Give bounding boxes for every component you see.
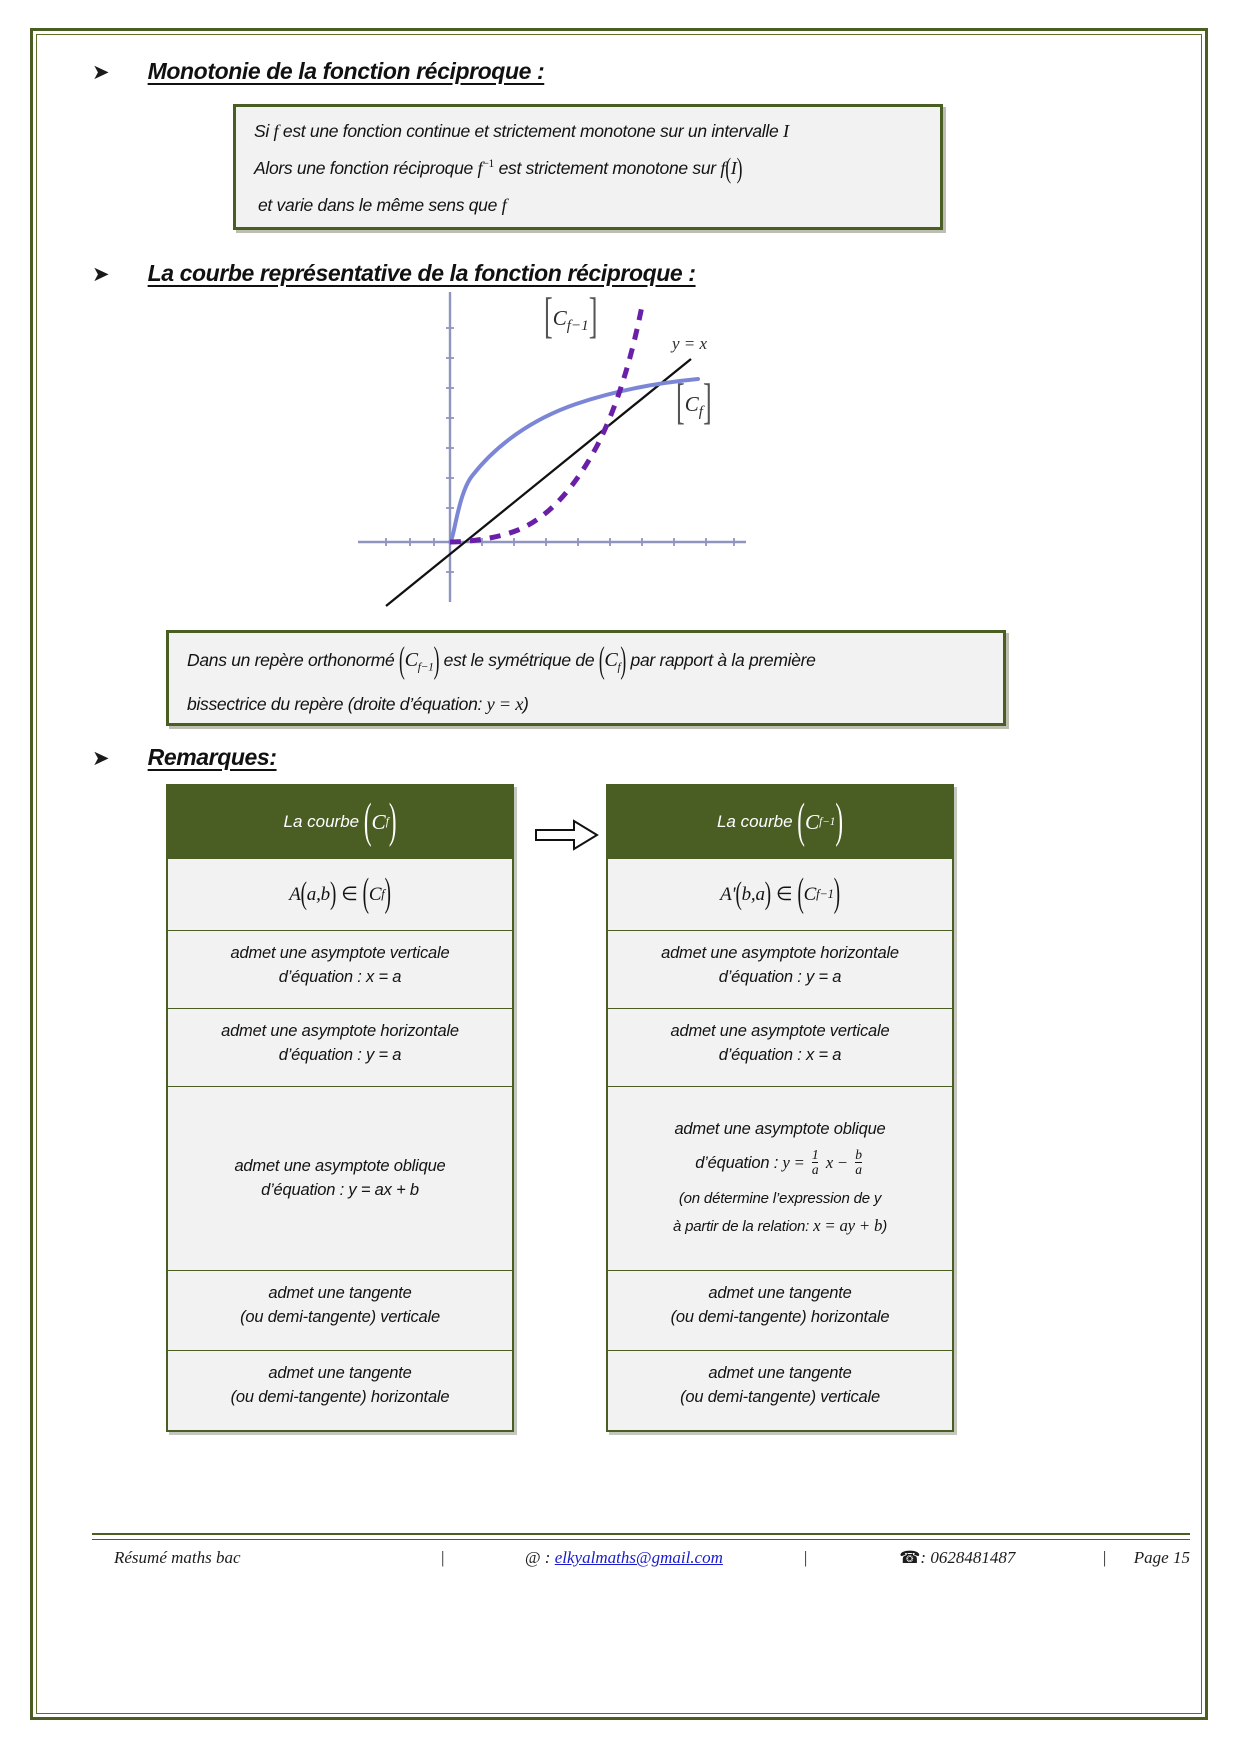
cell-C-sub: f bbox=[381, 887, 385, 902]
label-c-f-sub: f bbox=[698, 404, 703, 421]
repere-C1-sub: f−1 bbox=[417, 661, 434, 674]
cell-A: A' bbox=[720, 883, 736, 905]
oblique-x-minus: x − bbox=[825, 1153, 848, 1173]
footer-at-label: @ : bbox=[524, 1548, 551, 1567]
footer-page-number: Page 15 bbox=[1133, 1548, 1190, 1567]
oblique-y: y = bbox=[782, 1153, 805, 1173]
table-header-cf-text: La courbe bbox=[283, 812, 360, 831]
stmt2-f: f bbox=[477, 158, 483, 178]
statement-line-3 bbox=[254, 195, 940, 216]
footer-phone-number: 0628481487 bbox=[930, 1548, 1016, 1567]
cell-line: admet une asymptote horizontale bbox=[221, 1022, 459, 1040]
footer-email-group bbox=[477, 1548, 771, 1568]
cell-line: admet une asymptote verticale bbox=[230, 944, 450, 962]
cell-line: admet une tangente bbox=[708, 1364, 852, 1382]
repere-intro: Dans un repère orthonormé bbox=[187, 650, 395, 670]
repere-C2-sub: f bbox=[617, 661, 621, 674]
fraction-b-over-a bbox=[855, 1148, 862, 1177]
label-c-finv-C: C bbox=[552, 306, 567, 330]
table-header-cfinv: La courbe ( C f−1 ) bbox=[608, 786, 952, 858]
stmt2-alors: Alors une fonction réciproque bbox=[254, 158, 473, 178]
graph-label-c-f: $[C_f]$ bbox=[676, 374, 712, 430]
phone-icon: ☎ bbox=[899, 1548, 921, 1567]
cell-line: d’équation : y = a bbox=[718, 967, 842, 986]
repere-equation: y = x bbox=[486, 693, 524, 714]
stmt3-f: f bbox=[501, 195, 507, 215]
repere-line-2 bbox=[187, 694, 1003, 715]
frac-num: b bbox=[855, 1147, 862, 1163]
graph-label-y-equals-x: y = x bbox=[672, 334, 708, 353]
oblique-line-4 bbox=[614, 1214, 946, 1238]
table-header-cfinv-sub: f−1 bbox=[819, 816, 836, 828]
label-c-f-C: C bbox=[684, 392, 699, 416]
footer-separator-1: | bbox=[440, 1548, 445, 1567]
cell-C: C bbox=[803, 883, 817, 905]
cell-line: (ou demi-tangente) horizontale bbox=[230, 1387, 450, 1406]
label-c-finv-sub: f−1 bbox=[566, 318, 589, 335]
reciprocal-function-graph bbox=[346, 284, 776, 614]
identity-line-y-equals-x bbox=[386, 359, 691, 606]
footer-divider bbox=[92, 1533, 1190, 1540]
table-header-cf-C: C bbox=[371, 809, 386, 834]
table-row bbox=[608, 1008, 952, 1086]
bullet-arrow-icon: ➤ bbox=[92, 262, 110, 286]
stmt2-exponent: −1 bbox=[482, 158, 494, 171]
table-header-cf: La courbe ( C f ) bbox=[168, 786, 512, 858]
cell-line: d’équation : y = a bbox=[278, 1045, 402, 1064]
repere-close: ) bbox=[523, 693, 529, 714]
table-header-cfinv-C: C bbox=[804, 809, 820, 834]
oblique-close: ) bbox=[882, 1218, 887, 1236]
fraction-one-over-a bbox=[812, 1148, 819, 1177]
oblique-relation-label: à partir de la relation: bbox=[673, 1218, 810, 1236]
table-row bbox=[168, 930, 512, 1008]
table-row bbox=[168, 1270, 512, 1350]
frac-num: 1 bbox=[811, 1147, 819, 1163]
footer-phone-label: : bbox=[920, 1548, 927, 1567]
repere-line-1: Dans un repère orthonormé $(C_{f-1})$ est le symétrique de $(C_f)$ par rapport à la première bbox=[187, 638, 816, 681]
cell-line: d’équation : x = a bbox=[278, 967, 402, 986]
section-heading-courbe bbox=[46, 260, 696, 287]
cell-C-sub: f−1 bbox=[816, 887, 834, 902]
stmt2-f2: f bbox=[720, 158, 726, 178]
stmt3-body: et varie dans le même sens que bbox=[258, 195, 498, 215]
oblique-relation-eq: x = ay + b bbox=[813, 1216, 883, 1236]
cell-line: admet une asymptote horizontale bbox=[661, 944, 899, 962]
repere-C1: C bbox=[404, 649, 418, 671]
stmt1-body: est une fonction continue et strictement monotone sur un intervalle bbox=[282, 121, 779, 141]
cell-b: b bbox=[741, 883, 751, 905]
statement-line-1 bbox=[254, 121, 940, 142]
frac-den: a bbox=[811, 1162, 819, 1178]
section-heading-monotonie bbox=[46, 58, 544, 85]
footer-email-link[interactable]: elkyalmaths@gmail.com bbox=[554, 1548, 723, 1567]
table-row bbox=[608, 930, 952, 1008]
table-row bbox=[608, 1270, 952, 1350]
cell-b: b bbox=[320, 883, 330, 905]
stmt2-body: est strictement monotone sur bbox=[498, 158, 716, 178]
section-title-monotonie: Monotonie de la fonction réciproque : bbox=[147, 58, 545, 84]
statement-box-repere bbox=[166, 630, 1006, 726]
table-row bbox=[608, 1350, 952, 1430]
table-row bbox=[168, 1086, 512, 1270]
statement-line-2: Alors une fonction réciproque $f^{-1}$ est strictement monotone sur f(I) bbox=[254, 151, 743, 185]
table-header-cfinv-text: La courbe bbox=[716, 812, 793, 831]
table-courbe-cf bbox=[166, 784, 514, 1432]
cell-line: admet une tangente bbox=[268, 1284, 412, 1302]
table-courbe-cf-inverse bbox=[606, 784, 954, 1432]
cell-in: ∈ bbox=[776, 883, 793, 905]
repere-tail: par rapport à la première bbox=[630, 650, 816, 670]
cell-line: admet une asymptote verticale bbox=[670, 1022, 890, 1040]
table-header-cf-sub: f bbox=[385, 816, 389, 828]
cell-in: ∈ bbox=[341, 883, 358, 905]
statement-box-monotonie bbox=[233, 104, 943, 230]
footer-separator-3: | bbox=[1102, 1548, 1107, 1567]
footer-separator-2: | bbox=[802, 1548, 808, 1567]
cell-a: a bbox=[755, 883, 765, 905]
cell-line: admet une tangente bbox=[268, 1364, 412, 1382]
page-footer bbox=[92, 1548, 1190, 1568]
section-title-courbe: La courbe représentative de la fonction réciproque : bbox=[147, 260, 696, 286]
repere-C2: C bbox=[604, 649, 618, 671]
section-heading-remarques bbox=[46, 744, 277, 771]
repere-bissectrice: bissectrice du repère (droite d’équation: bbox=[187, 693, 483, 714]
table-row: A ( a , b ) ∈ ( C f ) bbox=[168, 858, 512, 930]
cell-line: d’équation : y = ax + b bbox=[261, 1180, 419, 1199]
page-content bbox=[46, 44, 1192, 1704]
bullet-arrow-icon: ➤ bbox=[92, 60, 110, 84]
cell-line: admet une tangente bbox=[708, 1284, 852, 1302]
footer-phone-group bbox=[840, 1548, 1075, 1568]
oblique-line-1: admet une asymptote oblique bbox=[674, 1120, 886, 1139]
stmt2-I: I bbox=[730, 158, 737, 178]
frac-den: a bbox=[855, 1162, 862, 1178]
stmt1-si: Si bbox=[254, 121, 269, 141]
table-row bbox=[168, 1008, 512, 1086]
table-row: A' ( b , a ) ∈ ( C f−1 ) bbox=[608, 858, 952, 930]
table-row bbox=[168, 1350, 512, 1430]
repere-mid: est le symétrique de bbox=[443, 650, 595, 670]
stmt1-I: I bbox=[782, 121, 789, 141]
cell-line: d’équation : x = a bbox=[718, 1045, 842, 1064]
section-title-remarques: Remarques: bbox=[147, 744, 277, 770]
table-row-oblique bbox=[608, 1086, 952, 1270]
oblique-prefix: d’équation : bbox=[695, 1154, 779, 1173]
bullet-arrow-icon: ➤ bbox=[92, 746, 110, 770]
cell-line: (ou demi-tangente) verticale bbox=[680, 1387, 880, 1406]
cell-line: admet une asymptote oblique bbox=[234, 1156, 446, 1175]
cell-C: C bbox=[368, 883, 382, 905]
oblique-line-3: (on détermine l’expression de y bbox=[678, 1189, 882, 1207]
cell-line: (ou demi-tangente) horizontale bbox=[670, 1307, 890, 1326]
cell-line: (ou demi-tangente) verticale bbox=[240, 1307, 440, 1326]
cell-A: A bbox=[289, 883, 301, 905]
right-arrow-icon bbox=[534, 818, 600, 852]
curve-c-f bbox=[450, 379, 698, 542]
stmt1-f: f bbox=[273, 121, 279, 141]
footer-title: Résumé maths bac bbox=[114, 1548, 241, 1567]
graph-label-c-f-inverse: $[C_{f-1}]$ bbox=[544, 288, 598, 344]
oblique-line-2 bbox=[614, 1149, 946, 1178]
cell-a: a bbox=[306, 883, 317, 905]
